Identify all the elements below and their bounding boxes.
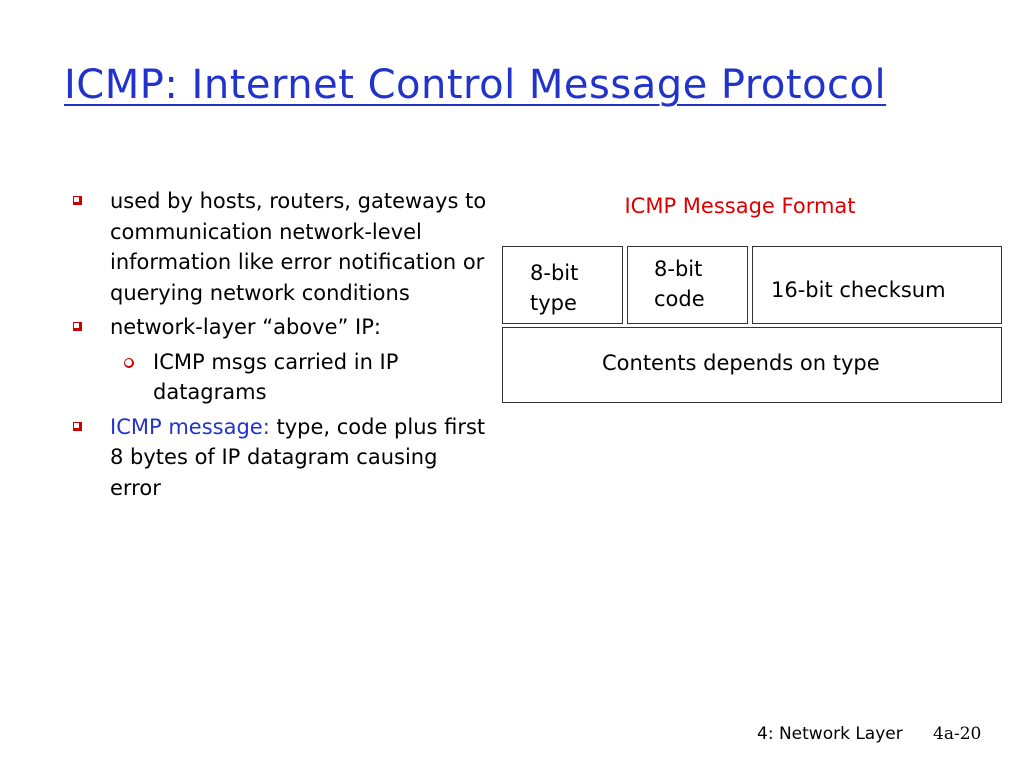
bullet-item <box>70 312 490 343</box>
bullet-text: used by hosts, routers, gateways to communication network-level information like error notification or querying network conditions <box>110 189 487 305</box>
footer-chapter-label: 4: Network Layer <box>757 724 903 744</box>
code-field-box <box>627 246 748 324</box>
footer-page-number: 4a-20 <box>933 724 982 744</box>
checksum-field-box <box>752 246 1002 324</box>
bullet-item <box>70 412 490 504</box>
bullet-text: type, code plus first 8 bytes of IP datagram causing error <box>110 414 486 500</box>
sub-bullet-item <box>70 347 490 408</box>
slide-title: ICMP: Internet Control Message Protocol <box>64 62 887 108</box>
checksum-field-label: 16-bit checksum <box>771 278 946 302</box>
type-field-box <box>502 246 623 324</box>
bullet-highlight-text: ICMP message: <box>110 414 270 439</box>
contents-field-label: Contents depends on type <box>602 351 880 375</box>
bullet-item <box>70 186 490 308</box>
code-field-label-line1: 8-bit <box>654 257 703 281</box>
bullet-list <box>70 186 490 507</box>
code-field-label-line2: code <box>654 287 705 311</box>
circle-bullet-icon <box>124 358 134 368</box>
square-bullet-icon <box>73 422 82 431</box>
square-bullet-icon <box>73 322 82 331</box>
sub-bullet-text: ICMP msgs carried in IP datagrams <box>153 349 399 404</box>
contents-field-box <box>502 327 1002 403</box>
type-field-label-line1: 8-bit <box>530 261 579 285</box>
format-title: ICMP Message Format <box>624 194 856 218</box>
type-field-label-line2: type <box>530 291 577 315</box>
square-bullet-icon <box>73 196 82 205</box>
bullet-text: network-layer “above” IP: <box>110 315 381 339</box>
